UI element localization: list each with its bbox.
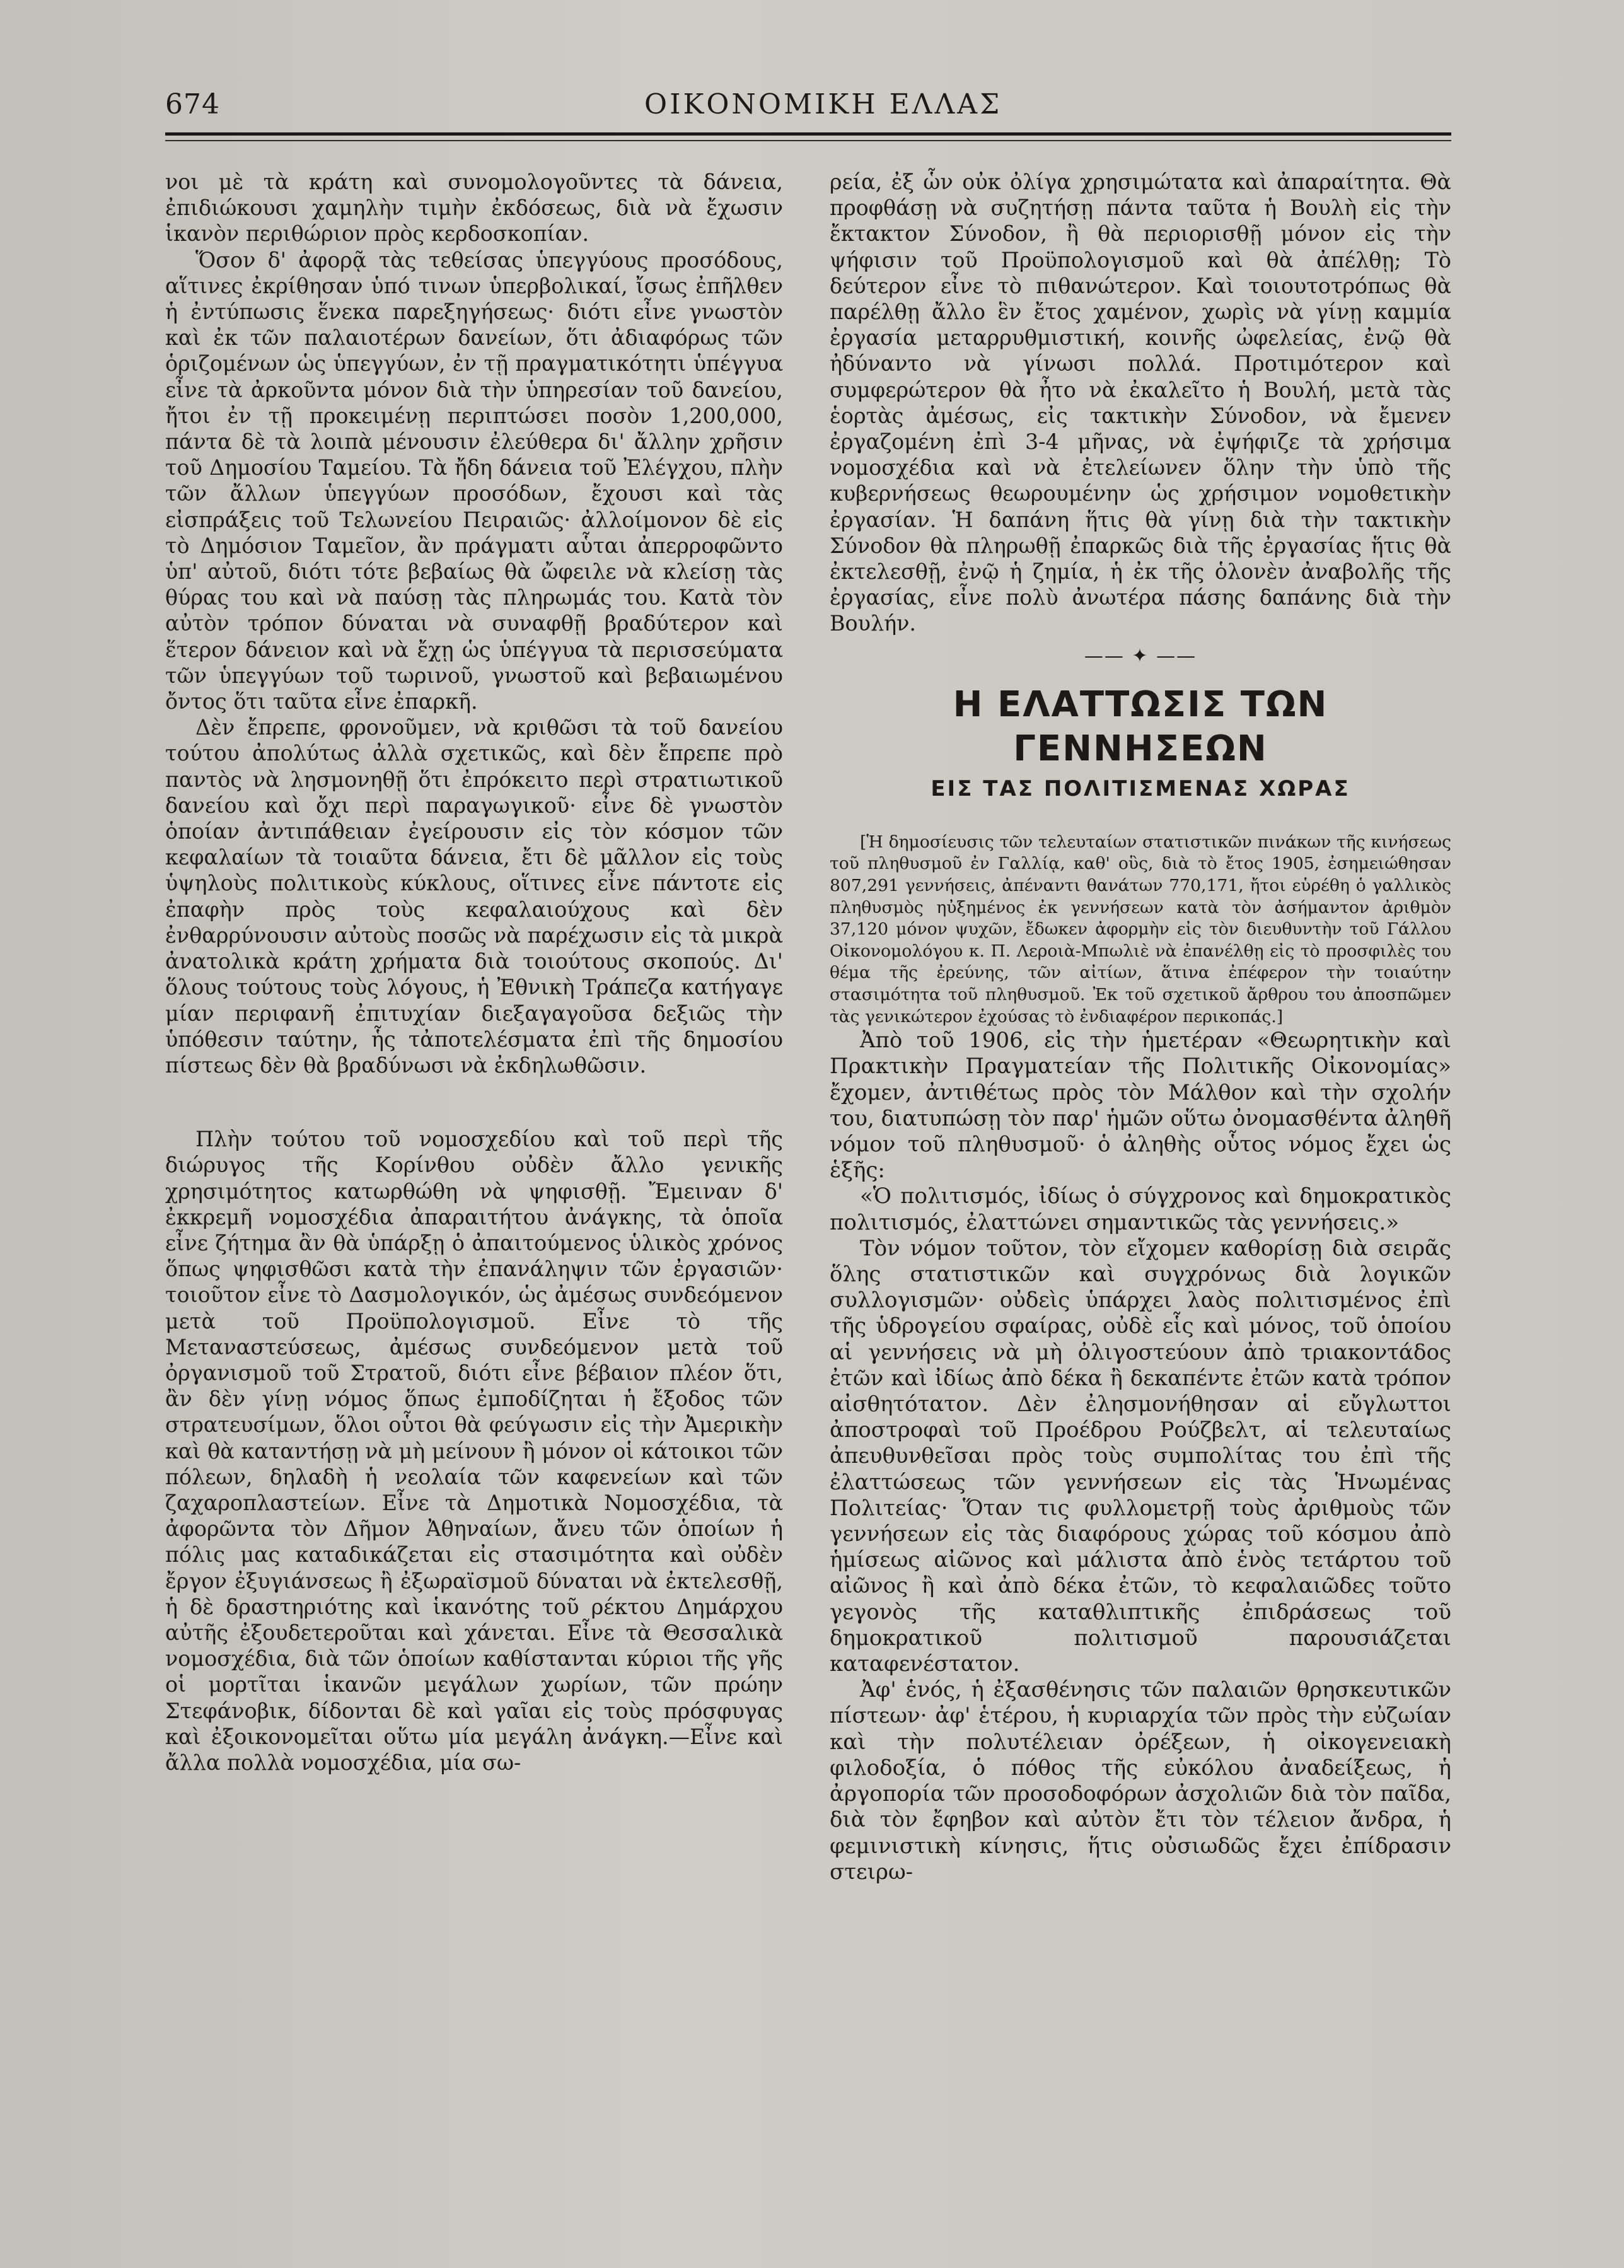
- paragraph: Ἀπὸ τοῦ 1906, εἰς τὴν ἡμετέραν «Θεωρητικὴν καὶ Πρακτικὴν Πραγματείαν τῆς Πολιτικῆς Οἰκονομίας» ἔχομεν, ἀντιθέτως πρὸς τὸν Μάλθον καὶ τὴν σχολήν του, διατυπώσῃ τὸν παρ' ἡμῶν οὕτω ὀνομασθέντα ἀληθῆ νόμον τοῦ πληθυσμοῦ· ὁ ἀληθὴς οὗτος νόμος ἔχει ὡς ἑξῆς:: [830, 1028, 1451, 1183]
- quoted-law: «Ὁ πολιτισμός, ἰδίως ὁ σύγχρονος καὶ δημοκρατικὸς πολιτισμός, ἐλαττώνει σημαντικῶς τὰς γεννήσεις.»: [830, 1183, 1451, 1235]
- paragraph: Ὅσον δ' ἀφορᾷ τὰς τεθείσας ὑπεγγύους προσόδους, αἵτινες ἐκρίθησαν ὑπό τινων ὑπερβολικαί, ἴσως ἐπῆλθεν ἡ ἐντύπωσις ἕνεκα παρεξηγήσεως· διότι εἶνε γνωστὸν καὶ ἐκ τῶν παλαιοτέρων δανείων, ὅτι ἀδιαφόρως τῶν ὁριζομένων ὡς ὑπεγγύων, ἐν τῇ πραγματικότητι ὑπέγγυα εἶνε τὰ ἀρκοῦντα μόνον διὰ τὴν ὑπηρεσίαν τοῦ δανείου, ἤτοι ἐν τῇ προκειμένῃ περιπτώσει ποσὸν 1,200,000, πάντα δὲ τὰ λοιπὰ μένουσιν ἐλεύθερα δι' ἄλλην χρῆσιν τοῦ Δημοσίου Ταμείου. Τὰ ἤδη δάνεια τοῦ Ἐλέγχου, πλὴν τῶν ἄλλων ὑπεγγύων προσόδων, ἔχουσι καὶ τὰς εἰσπράξεις τοῦ Τελωνείου Πειραιῶς· ἀλλοίμονον δὲ εἰς τὸ Δημόσιον Ταμεῖον, ἂν πράγματι αὗται ἀπερροφῶντο ὑπ' αὐτοῦ, διότι τότε βεβαίως θὰ ὤφειλε νὰ κλείσῃ τὰς θύρας του καὶ νὰ παύσῃ τὰς πληρωμάς του. Κατὰ τὸν αὐτὸν τρόπον δύναται νὰ συναφθῇ βραδύτερον καὶ ἕτερον δάνειον καὶ νὰ ἔχῃ ὡς ὑπέγγυα τὰ περισσεύματα τῶν ὑπεγγύων τοῦ τωρινοῦ, γνωστοῦ καὶ βεβαιωμένου ὄντος ὅτι ταῦτα εἶνε ἐπαρκῆ.: [165, 247, 783, 714]
- article-title: Η ΕΛΑΤΤΩΣΙΣ ΤΩΝ ΓΕΝΝΗΣΕΩΝ: [953, 683, 1328, 769]
- paragraph: Τὸν νόμον τοῦτον, τὸν εἴχομεν καθορίσῃ διὰ σειρᾶς ὅλης στατιστικῶν καὶ συγχρόνως διὰ λογικῶν συλλογισμῶν· οὐδεὶς ὑπάρχει λαὸς πολιτισμένος ἐπὶ τῆς ὑδρογείου σφαίρας, οὐδὲ εἷς καὶ μόνος, τοῦ ὁποίου αἱ γεννήσεις νὰ μὴ ὀλιγοστεύουν ἀπὸ τριακοντάδος ἐτῶν καὶ ἰδίως ἀπὸ δέκα ἢ δεκαπέντε ἐτῶν κατὰ τρόπον αἰσθητότατον. Δὲν ἐλησμονήθησαν αἱ εὔγλωττοι ἀποστροφαὶ τοῦ Προέδρου Ρούζβελτ, αἱ τελευταίως ἀπευθυνθεῖσαι πρὸς τοὺς συμπολίτας του ἐπὶ τῆς ἐλαττώσεως τῶν γεννήσεων εἰς τὰς Ἡνωμένας Πολιτείας· Ὅταν τις φυλλομετρῇ τοὺς ἀριθμοὺς τῶν γεννήσεων εἰς τὰς διαφόρους χώρας τοῦ κόσμου ἀπὸ ἡμίσεως αἰῶνος καὶ μάλιστα ἀπὸ ἑνὸς τετάρτου τοῦ αἰῶνος ἢ καὶ ἀπὸ δέκα ἐτῶν, τὸ κεφαλαιῶδες τοῦτο γεγονὸς τῆς καταθλιπτικῆς ἐπιδράσεως τοῦ δημοκρατικοῦ πολιτισμοῦ παρουσιάζεται καταφενέστατον.: [830, 1235, 1451, 1677]
- right-column: [830, 169, 1451, 1885]
- editorial-note: [Ἡ δημοσίευσις τῶν τελευταίων στατιστικῶν πινάκων τῆς κινήσεως τοῦ πληθυσμοῦ ἐν Γαλλίᾳ, καθ' οὓς, διὰ τὸ ἔτος 1905, ἐσημειώθησαν 807,291 γεννήσεις, ἀπέναντι θανάτων 770,171, ἤτοι εὑρέθη ὁ γαλλικὸς πληθυσμὸς ηὐξημένος ἐκ γεννήσεων κατὰ τὸν ἀσήμαντον ἀριθμὸν 37,120 μόνον ψυχῶν, ἔδωκεν ἀφορμὴν εἰς τὸν διευθυντὴν τοῦ Γάλλου Οἰκονομολόγου κ. Π. Λεροιὰ-Μπωλιὲ νὰ ἐπανέλθῃ εἰς τὸ προσφιλὲς του θέμα τῆς ἐρεύνης, τῶν αἰτίων, ἅτινα ἐπέφερον τὴν τοιαύτην στασιμότητα τοῦ πληθυσμοῦ. Ἐκ τοῦ σχετικοῦ ἄρθρου του ἀποσπῶμεν τὰς γενικώτερον ἐχούσας τὸ ἐνδιαφέρον περικοπάς.]: [830, 832, 1451, 1026]
- header-rule-thin: [165, 140, 1451, 141]
- paragraph: Ἀφ' ἑνός, ἡ ἐξασθένησις τῶν παλαιῶν θρησκευτικῶν πίστεων· ἀφ' ἑτέρου, ἡ κυριαρχία τῶν πρὸς τὴν εὐζωίαν καὶ τὴν πολυτέλειαν ὀρέξεων, ἡ οἰκογενειακὴ φιλοδοξία, ὁ πόθος τῆς εὐκόλου ἀναδείξεως, ἡ ἀργοπορία τῶν προσοδοφόρων ἀσχολιῶν διὰ τὸν παῖδα, διὰ τὸν ἔφηβον καὶ αὐτὸν ἔτι τὸν τέλειον ἄνδρα, ἡ φεμινιστικὴ κίνησις, ἥτις οὐσιωδῶς ἔχει ἐπίδρασιν στειρω-: [830, 1677, 1451, 1885]
- section-ornament: —— ✦ ——: [1084, 644, 1197, 667]
- paragraph: ρεία, ἐξ ὧν οὐκ ὀλίγα χρησιμώτατα καὶ ἀπαραίτητα. Θὰ προφθάσῃ νὰ συζητήσῃ πάντα ταῦτα ἡ Βουλὴ εἰς τὴν ἔκτακτον Σύνοδον, ἢ θὰ περιορισθῇ μόνον εἰς τὴν ψήφισιν τοῦ Προϋπολογισμοῦ καὶ θὰ ἀπέλθῃ; Τὸ δεύτερον εἶνε τὸ πιθανώτερον. Καὶ τοιουτοτρόπως θὰ παρέλθῃ ἄλλο ἓν ἔτος χαμένον, χωρὶς νὰ γίνῃ καμμία ἐργασία μεταρρυθμιστική, κοινῆς ὠφελείας, ἐνῷ θὰ ἠδύναντο νὰ γίνωσι πολλά. Προτιμότερον καὶ συμφερώτερον θὰ ἦτο νὰ ἐκαλεῖτο ἡ Βουλή, μετὰ τὰς ἑορτὰς ἀμέσως, εἰς τακτικὴν Σύνοδον, νὰ ἔμενεν ἐργαζομένη ἐπὶ 3-4 μῆνας, νὰ ἐψήφιζε τὰ χρήσιμα νομοσχέδια καὶ νὰ ἐτελείωνεν ὅλην τὴν ὑπὸ τῆς κυβερνήσεως θεωρουμένην ὡς χρήσιμον νομοθετικὴν ἐργασίαν. Ἡ δαπάνη ἥτις θὰ γίνῃ διὰ τὴν τακτικὴν Σύνοδον θὰ πληρωθῇ ἐπαρκῶς διὰ τῆς ἐργασίας ἥτις θὰ ἐκτελεσθῇ, ἐνῷ ἡ ζημία, ἡ ἐκ τῆς ὁλονὲν ἀναβολῆς τῆς ἐργασίας, εἶνε πολὺ ἀνωτέρα πάσης δαπάνης διὰ τὴν Βουλήν.: [830, 170, 1451, 636]
- paragraph: νοι μὲ τὰ κράτη καὶ συνομολογοῦντες τὰ δάνεια, ἐπιδιώκουσι χαμηλὴν τιμὴν ἐκδόσεως, διὰ νὰ ἔχωσιν ἱκανὸν περιθώριον πρὸς κερδοσκοπίαν.: [165, 170, 783, 247]
- page-header: [165, 88, 1451, 126]
- paragraph: Πλὴν τούτου τοῦ νομοσχεδίου καὶ τοῦ περὶ τῆς διώρυγος τῆς Κορίνθου οὐδὲν ἄλλο γενικῆς χρησιμότητος κατωρθώθη νὰ ψηφισθῇ. Ἔμειναν δ' ἐκκρεμῆ νομοσχέδια ἀπαραιτήτου ἀνάγκης, τὰ ὁποῖα εἶνε ζήτημα ἂν θὰ ὑπάρξῃ ὁ ἀπαιτούμενος ὑλικὸς χρόνος ὅπως ψηφισθῶσι κατὰ τὴν ἐπανάληψιν τῶν ἐργασιῶν· τοιοῦτον εἶνε τὸ Δασμολογικόν, ὡς ἀμέσως συνδεόμενον μετὰ τοῦ Προϋπολογισμοῦ. Εἶνε τὸ τῆς Μεταναστεύσεως, ἀμέσως συνδεόμενον μετὰ τοῦ ὀργανισμοῦ τοῦ Στρατοῦ, διότι εἶνε βέβαιον πλέον ὅτι, ἂν δὲν γίνῃ νόμος ὅπως ἐμποδίζηται ἡ ἔξοδος τῶν στρατευσίμων, ὅλοι οὗτοι θὰ φεύγωσιν εἰς τὴν Ἀμερικὴν καὶ θὰ καταντήσῃ νὰ μὴ μείνουν ἢ μόνον οἱ κάτοικοι τῶν πόλεων, δηλαδὴ ἡ νεολαία τῶν καφενείων καὶ τῶν ζαχαροπλαστείων. Εἶνε τὰ Δημοτικὰ Νομοσχέδια, τὰ ἀφορῶντα τὸν Δῆμον Ἀθηναίων, ἄνευ τῶν ὁποίων ἡ πόλις μας καταδικάζεται εἰς στασιμότητα καὶ οὐδὲν ἔργον ἐξυγιάνσεως ἢ ἐξωραϊσμοῦ δύναται νὰ ἐκτελεσθῇ, ἡ δὲ δραστηριότης καὶ ἱκανότης τοῦ ρέκτου Δημάρχου αὐτῆς ἐξουδετεροῦται καὶ χάνεται. Εἶνε τὰ Θεσσαλικὰ νομοσχέδια, διὰ τῶν ὁποίων καθίστανται κύριοι τῆς γῆς οἱ μορτῖται ἱκανῶν μεγάλων χωρίων, τῶν πρώην Στεφάνοβικ, δίδονται δὲ καὶ γαῖαι εἰς τοὺς πρόσφυγας καὶ ἐξοικονομεῖται οὕτω μία μεγάλη ἀνάγκη.—Εἶνε καὶ ἄλλα πολλὰ νομοσχέδια, μία σω-: [165, 1127, 783, 1775]
- page-number: 674: [165, 88, 220, 120]
- article-subtitle: ΕΙΣ ΤΑΣ ΠΟΛΙΤΙΣΜΕΝΑΣ ΧΩΡΑΣ: [931, 776, 1350, 801]
- running-head: ΟΙΚΟΝΟΜΙΚΗ ΕΛΛΑΣ: [644, 88, 1002, 120]
- section-gap: [165, 1078, 783, 1126]
- paragraph: Δὲν ἔπρεπε, φρονοῦμεν, νὰ κριθῶσι τὰ τοῦ δανείου τούτου ἀπολύτως ἀλλὰ σχετικῶς, καὶ δὲν ἔπρεπε πρὸ παντὸς νὰ λησμονηθῇ ὅτι ἐπρόκειτο περὶ στρατιωτικοῦ δανείου καὶ ὄχι περὶ παραγωγικοῦ· εἶνε δὲ γνωστὸν ὁποίαν ἀντιπάθειαν ἐγείρουσιν εἰς τὸν κόσμον τῶν κεφαλαίων τὰ τοιαῦτα δάνεια, ἔτι δὲ μᾶλλον εἰς τοὺς ὑψηλοὺς πολιτικοὺς κύκλους, οἵτινες εἶνε πάντοτε εἰς ἐπαφὴν πρὸς τοὺς κεφαλαιούχους καὶ δὲν ἐνθαρρύνουσιν αὐτοὺς ποσῶς νὰ παρέχωσιν εἰς τὰ μικρὰ ἀνατολικὰ κράτη χρήματα διὰ τοιούτους σκοπούς. Δι' ὅλους τούτους τοὺς λόγους, ἡ Ἐθνικὴ Τράπεζα κατήγαγε μίαν περιφανῆ ἐπιτυχίαν διεξαγαγοῦσα δεξιῶς τὴν ὑπόθεσιν ταύτην, ἧς τἀποτελέσματα ἐπὶ τῆς δημοσίου πίστεως δὲν θὰ βραδύνωσι νὰ ἐκδηλωθῶσιν.: [165, 715, 783, 1078]
- left-column: [165, 169, 783, 1776]
- header-rule: [165, 132, 1451, 136]
